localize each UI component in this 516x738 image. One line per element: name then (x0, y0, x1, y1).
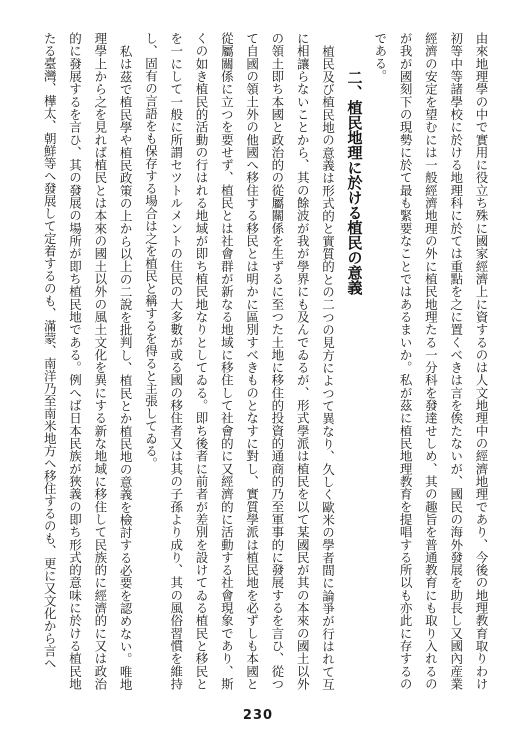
section-heading: 二、植民地理に於ける植民の意義 (345, 69, 364, 295)
page-number: 230 (242, 708, 274, 723)
paragraph-geographic-view: 私は茲で植民學や植民政策の上から以上の二說を批判し、植民とか植民地の意義を檢討する必要を認めない。唯地理學上から之を見れば植民とは本來の國土以外の風土文化を異にする新な地域に移住して民族的に經濟的に又は政治的に發展するを言ひ、其の發展の場所が即ち植民地である。例へば日本民族が狹義の即ち形式的意味に於ける植民地たる臺灣、樺太、朝鮮等へ發展して定着するのも、滿蒙、南洋乃至南米地方へ移住するのも、更に又文化から言へ (42, 32, 134, 690)
paragraph-intro: 由來地理學の中で實用に役立ち殊に國家經濟上に資するのは人文地理中の經濟地理であり、今後の地理教育取りわけ初等中等諸學校に於ける地理科に於ては重點を之に置くべきは言を俟たないが、國民の海外發展を助長し又國內産業經濟の安定を望むには一般經濟地理の外に植民地理たる一分科を發達せしめ、其の趣旨を普通教育にも取り入れるのが我が國刻下の現勢に於て最も緊要なことではあるまいか。私が茲に植民地理教育を提唱する所以も亦此に存するのである。 (372, 32, 489, 690)
vertical-text-block (16, 32, 494, 690)
paragraph-definitions: 植民及び植民地の意義は形式的と實質的との二つの見方によつて異なり、久しく歐米の學者間に論爭が行はれて互に相讓らないことから、其の餘波が我が學界にも及んでゐるが、形式學派は植民を以て某國民が其の本來の國土以外の領土即ち本國と政治的の從屬關係を生ずるに至つた土地に移住的投資的通商的乃至軍事的に發展するを言ひ、從つて自國の領土外の他國へ移住する移民とは明かに區別すべきものとなすに對し、實質學派は植民地を必ずしも本國と從屬關係に立つを要せず、植民とは社會群が新なる地域に移住して社會的に又經濟的に活動する社會現象であり、斯くの如き植民的活動の行はれる地域が即ち植民地なりとしてゐる。即ち後者に前者が差別を設けてゐる植民と移民とを一にして一般に所謂セツトルメントの住民の大多數が或る國の移住者又は其の子孫より成り、其の風俗習慣を維持し、固有の言語をも保存する場合は之を植民と稱するを得ると主張してゐる。 (143, 32, 336, 690)
